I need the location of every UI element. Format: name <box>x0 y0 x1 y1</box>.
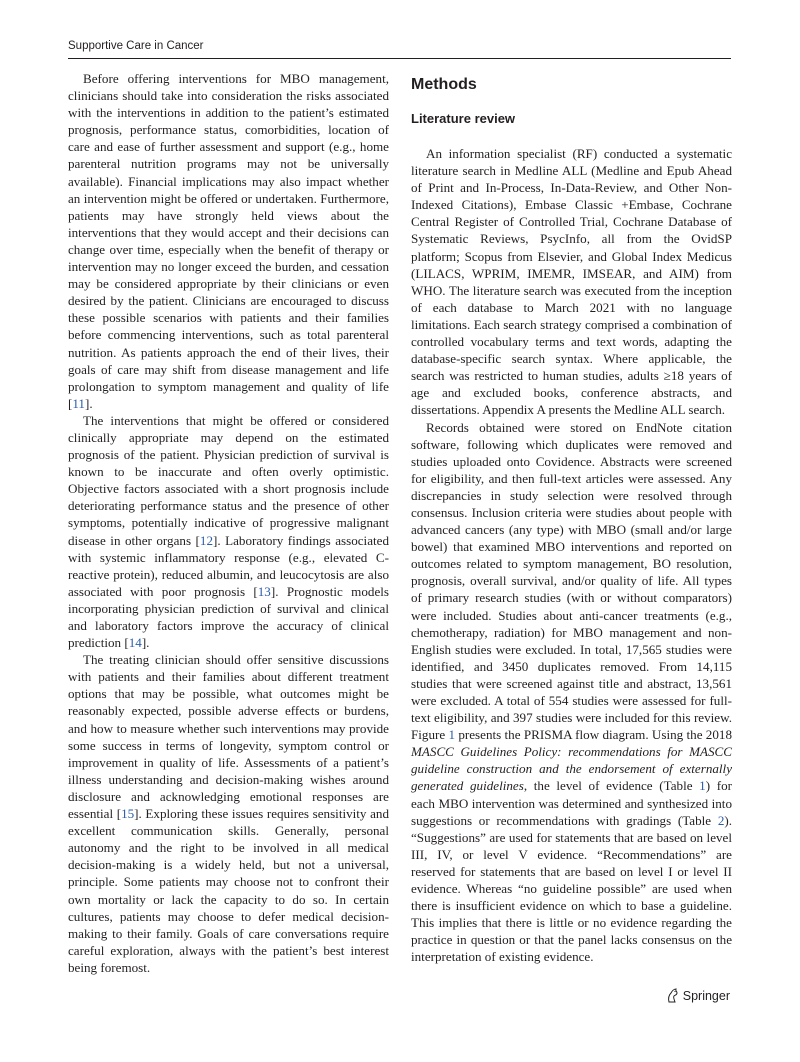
citation-link[interactable]: 14 <box>128 635 142 651</box>
left-column <box>68 70 389 976</box>
table-link[interactable]: 2 <box>717 812 725 828</box>
paragraph-discussions: The treating clinician should offer sensitive discussions with patients and their families about different treatment options that may be possible, what outcomes might be reasonably expected, possible adverse effects or burdens, and how to measure whether such interventions may provide some success in terms of longevity, symptom control or improvement in quality of life. Assessments of a patient’s illness understanding and decision-making wishes around disclosure and acknowledging emotional responses are essential [15]. Exploring these issues requires sensitivity and excellent communication skills. Generally, personal autonomy and the right to be involved in all medical decision-making is a widely held, but not a universal, principle. Some patients may choose not to confront their own mortality or lack the capacity to do so. In certain cultures, patients may choose to defer medical decision-making to their family. Goals of care conversations require careful exploration, always with the patient’s best interest being foremost. <box>68 652 389 975</box>
paragraph-prognosis: The interventions that might be offered or considered clinically appropriate may depend on the estimated prognosis of the patient. Physician prediction of survival is known to be inaccurate and often overly optimistic. Objective factors associated with a short prognosis include deteriorating performance status and the presence of other symptoms, potentially indicative of progressive malignant disease in other organs [12]. Laboratory findings associated with systemic inflammatory response (e.g., elevated C-reactive protein), reduced albumin, and leucocytosis are also associated with poor prognosis [13]. Prognostic models incorporating physician prediction of survival and clinical and laboratory factors improve the accuracy of clinical prediction [14]. <box>68 412 389 651</box>
subsection-heading: Literature review <box>411 111 516 126</box>
springer-horse-icon <box>666 988 679 1003</box>
header-rule <box>68 58 731 59</box>
section-heading: Methods <box>411 76 477 93</box>
citation-link[interactable]: 11 <box>72 395 85 411</box>
publisher-footer <box>666 988 730 1003</box>
journal-title: Supportive Care in Cancer <box>68 40 204 52</box>
paragraph-search-strategy: An information specialist (RF) conducted a systematic literature search in Medline ALL (Medline and Epub Ahead of Print and In-Process, In-Data-Review, and Other Non-Indexed Citations), Embase Classic +Embase, Cochrane Central Register of Controlled Trial, Cochrane Database of Systematic Reviews, PsycInfo, all from the OvidSP platform; Scopus from Elsevier, and Global Index Medicus (LILACS, WPRIM, IMEMR, IMSEAR, and AIM) from WHO. The literature search was executed from the inception of each database to March 2021 with no language limitations. Each search strategy comprised a combination of controlled vocabulary terms and text words, adapting the database-specific search syntax. Where applicable, the search was restricted to human studies, adults ≥18 years of age and excluded books, conference abstracts, and dissertations. Appendix A presents the Medline ALL search. <box>411 146 732 418</box>
publisher-name: Springer <box>682 988 730 1003</box>
paragraph-risks: Before offering interventions for MBO management, clinicians should take into consideration the risks associated with the interventions in addition to the patient’s estimated prognosis, performance status, comorbidities, location of care and ease of further assessment and support (e.g., home parenteral nutrition programs may not be universally available). Financial implications may also impact whether an intervention might be offered or undertaken. Furthermore, patients may have strongly held views about the interventions that they would accept and their decisions can change over time, especially when the benefit of therapy or intervention may no longer exceed the burden, and cessation may be considered appropriate by their clinicians or even desired by the patient. Clinicians are encouraged to discuss these possible scenarios with patients and their families before commencing interventions, such as total parenteral nutrition. As patients approach the end of their lives, their goals of care may shift from disease management and life prolongation to symptom management and quality of life [11]. <box>68 71 389 411</box>
figure-link[interactable]: 1 <box>448 727 456 743</box>
policy-title: MASCC Guidelines Policy: recommendations for MASCC guideline construction and the endorsement of externally generated guidelines <box>411 744 732 794</box>
table-link[interactable]: 1 <box>699 778 706 794</box>
citation-link[interactable]: 15 <box>121 806 135 822</box>
citation-link[interactable]: 12 <box>199 532 213 548</box>
paragraph-screening: Records obtained were stored on EndNote citation software, following which duplicates were removed and studies uploaded onto Covidence. Abstracts were screened for eligibility, and then full-text articles were assessed. Any discrepancies in study selection were resolved through consensus. Inclusion criteria were studies about people with advanced cancers (any type) with MBO (small and/or large bowel) that examined MBO interventions and reported on outcomes related to symptom management, BO resolution, prognosis, overall survival, and/or quality of life. All types of primary research studies (with or without comparators) were included. Studies about anti-cancer treatments (e.g., chemotherapy, radiation) for MBO management and non-English studies were excluded. In total, 17,565 studies were identified, and 3450 duplicates removed. From 14,115 studies that were screened against title and abstract, 13,561 were excluded. A total of 554 studies were assessed for full-text eligibility, and 397 studies were included for this review. Figure 1 presents the PRISMA flow diagram. Using the 2018 MASCC Guidelines Policy: recommendations for MASCC guideline construction and the endorsement of externally generated guidelines, the level of evidence (Table 1) for each MBO intervention was determined and synthesized into suggestions or recommendations with gradings (Table 2). “Suggestions” are used for statements that are based on level III, IV, or level V evidence. “Recommendations” are reserved for statements that are based on level I or level II evidence. Whereas “no guideline possible” are used when there is insufficient evidence on which to base a guideline. This implies that there is little or no evidence regarding the practice in question or that the panel lacks consensus on the interpretation of existing evidence. <box>411 419 733 965</box>
right-column <box>411 70 732 966</box>
citation-link[interactable]: 13 <box>257 583 271 599</box>
